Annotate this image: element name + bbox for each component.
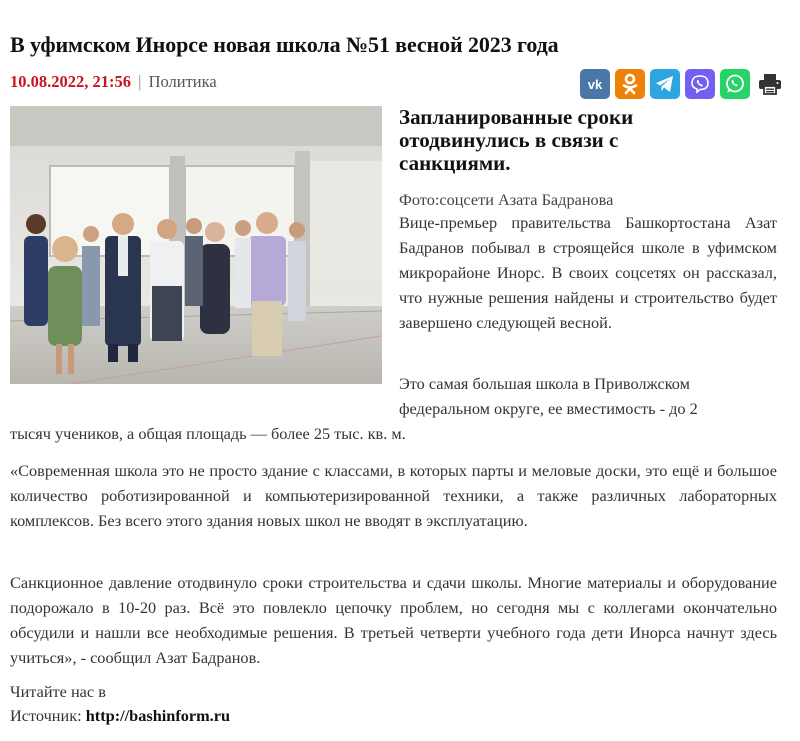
source-label: Источник: [10,706,82,725]
meta-separator: | [138,72,142,91]
viber-icon [690,74,710,94]
lead-paragraph: Вице-премьер правительства Башкортостана Азат Бадранов побывал в строящейся школе в уфимском микрорайоне Инорс. В своих соцсетях он рассказал, что нужные решения найдены и строительство будет завершено следующей весной. [399,213,777,332]
paragraph-4: Санкционное давление отодвинуло сроки строительства и сдачи школы. Многие материалы и оборудование подорожало в 10-20 раз. Всё это повлекло цепочку проблем, но сегодня мы с коллегами окончательно обсудили и нашли все необходимые решения. В третьей четверти учебного года дети Инорса начнут здесь учиться», - сообщил Азат Бадранов. [10,573,777,667]
read-us-text: Читайте нас в [10,682,106,701]
share-buttons [580,69,785,99]
source-line [10,706,230,726]
telegram-share-button[interactable] [650,69,680,99]
paragraph-2-line-1: Это самая большая школа в Приволжском [399,374,690,393]
print-button[interactable] [755,69,785,99]
article-subheadline: Запланированные сроки отодвинулись в связи с санкциями. [399,105,634,175]
article-photo [10,106,382,384]
whatsapp-icon [724,73,746,95]
article-meta [10,72,217,92]
print-icon [758,73,782,95]
article-title: В уфимском Инорсе новая школа №51 весной 2023 года [10,32,559,57]
vk-share-button[interactable] [580,69,610,99]
whatsapp-share-button[interactable] [720,69,750,99]
odnoklassniki-icon [622,73,638,95]
vk-icon: vk [587,76,603,92]
telegram-icon [655,75,675,93]
paragraph-2-line-3: тысяч учеников, а общая площадь — более 25 тыс. кв. м. [10,424,406,443]
photo-credit: Фото:соцсети Азата Бадранова [399,190,614,209]
paragraph-2 [10,371,780,446]
source-link[interactable]: http://bashinform.ru [85,706,231,725]
article-date: 10.08.2022, 21:56 [10,72,131,91]
article-photo-image [10,106,382,384]
viber-share-button[interactable] [685,69,715,99]
paragraph-3: «Современная школа это не просто здание с классами, в которых парты и меловые доски, это ещё и большое количество роботизированной и компьютеризированной техники, а также различных лабораторных комплексов. Без всего этого здания новых школ не вводят в эксплуатацию. [10,461,777,530]
paragraph-2-line-2: федеральном округе, ее вместимость - до 2 [399,399,698,418]
category-link[interactable]: Политика [148,72,217,91]
ok-share-button[interactable] [615,69,645,99]
